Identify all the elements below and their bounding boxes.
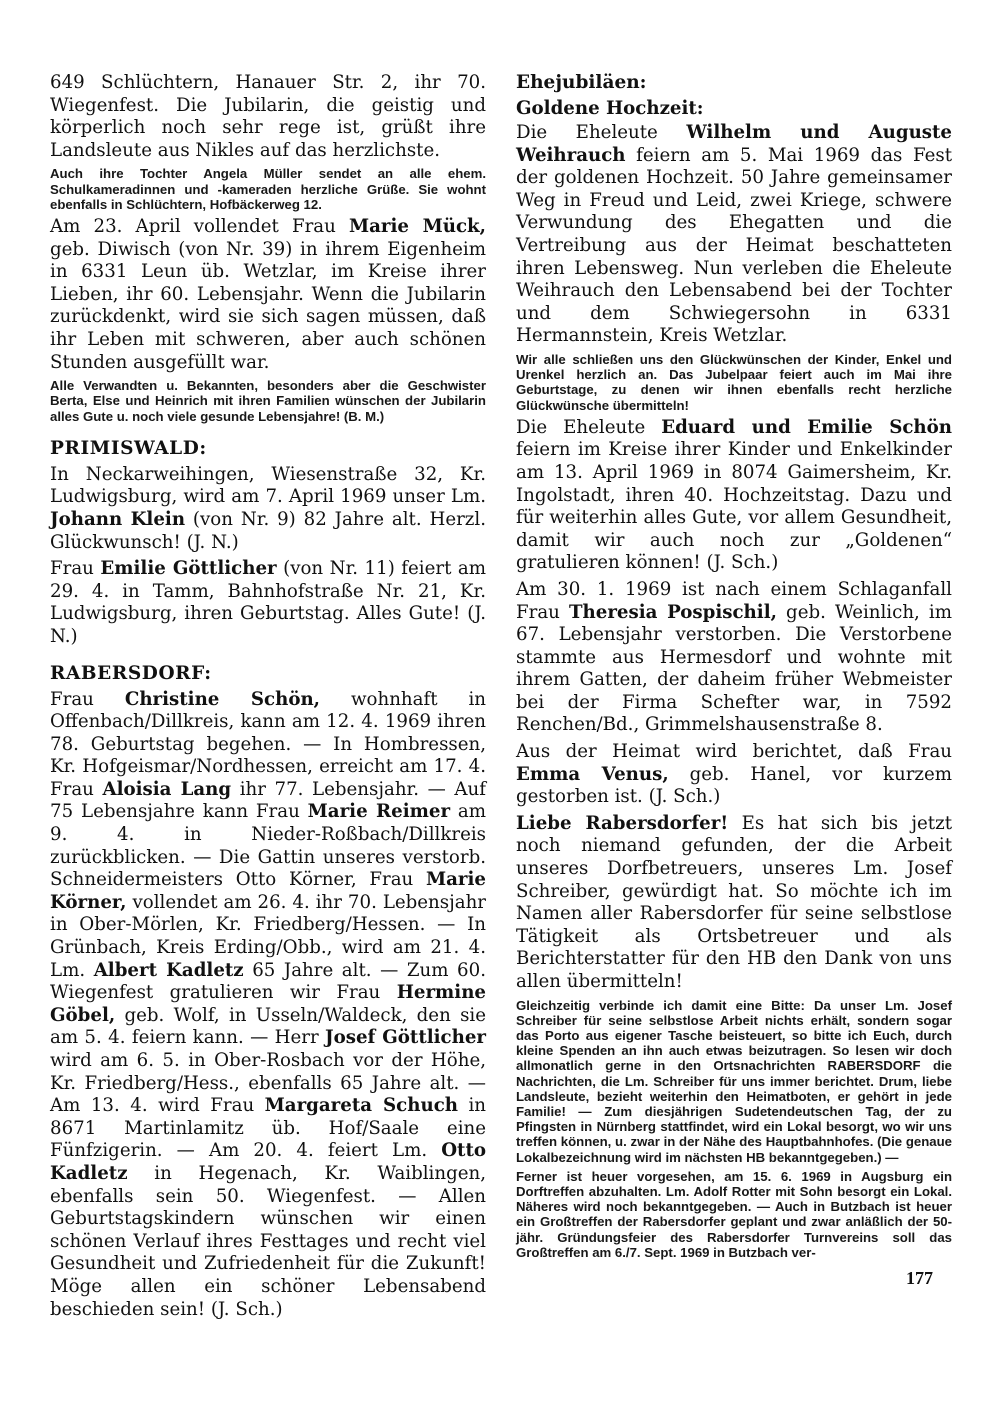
paragraph-liebe-rabersdorfer: Liebe Rabersdorfer! Es hat sich bis jetzt noch niemand gefunden, der die Arbeit unseres Dorfbetreuers, unseres Lm. Josef Schreiber, gewürdigt hat. So möchte ich im Namen aller Rabersdorfer für seine selbstlose Tätigkeit als Ortsbetreuer und als Berichterstatter für den HB den Dank von uns allen übermitteln! [516,812,953,992]
paragraph-pospischil-obituary: Am 30. 1. 1969 ist nach einem Schlaganfall Frau Theresia Pospischil, geb. Weinlich, im 67. Lebensjahr verstorben. Die Verstorbene stammte aus Hermesdorf und wohnte mit ihrem Gatten, der daheim früher Webmeister bei der Firma Schefter war, in 7592 Renchen/Bd., Grimmelshausenstraße 8. [516,578,952,736]
section-heading-primiswald: PRIMISWALD: [50,437,207,459]
paragraph-venus-obituary: Aus der Heimat wird berichtet, daß Frau Emma Venus, geb. Hanel, vor kurzem gestorben ist. (J. Sch.) [516,741,952,808]
paragraph-schoen-anniversary: Die Eheleute Eduard und Emilie Schön feiern im Kreise ihrer Kinder und Enkelkinder am 13. April 1969 in 8074 Gaimersheim, Kr. Ingolstadt, ihren 40. Hochzeitstag. Dazu und für weiterhin alles Gute, vor allem Gesundheit, damit wir auch noch zur „Goldenen“ gratulieren können! (J. Sch.) [516,416,953,574]
note-relatives-greetings: Alle Verwandten u. Bekannten, besonders aber die Geschwister Berta, Else und Heinrich mit ihren Familien wünschen der Jubilarin alles Gute u. noch viele gesunde Lebensjahre! (B. M.) [50,378,486,424]
note-congratulations-weihrauch: Wir alle schließen uns den Glückwünschen der Kinder, Enkel und Urenkel herzlich an. Das Jubelpaar feiert auch im Mai ihre Geburtstage, zu denen wir ihnen ebenfalls recht herzliche Glückwünsche übermitteln! [516,351,952,413]
page-number: 177 [906,1268,933,1288]
subheading-goldene-hochzeit: Goldene Hochzeit: [516,98,704,119]
paragraph-rabersdorf-birthdays: Frau Christine Schön, wohnhaft in Offenbach/Dillkreis, kann am 12. 4. 1969 ihren 78. Geburtstag begehen. — In Hombressen, Kr. Hofgeismar/Nordhessen, erreicht am 17. 4. Frau Aloisia Lang ihr 77. Lebensjahr. — Auf 75 Lebensjahre kann Frau Marie Reimer am 9. 4. in Nieder-Roßbach/Dillkreis zurückblicken. — Die Gattin unseres verstorb. Schneidermeisters Otto Körner, Frau Marie Körner, vollendet am 26. 4. ihr 70. Lebensjahr in Ober-Mörlen, Kr. Friedberg/Hessen. — In Grünbach, Kreis Erding/Obb., wird am 21. 4. Lm. Albert Kadletz 65 Jahre alt. — Zum 60. Wiegenfest gratulieren wir Frau Hermine Göbel, geb. Wolf, in Usseln/Waldeck, den sie am 5. 4. feiern kann. — Herr Josef Göttlicher wird am 6. 5. in Ober-Rosbach vor der Höhe, Kr. Friedberg/Hess., ebenfalls 65 Jahre alt. — Am 13. 4. wird Frau Margareta Schuch in 8671 Martinlamitz üb. Hof/Saale eine Fünfzigerin. — Am 20. 4. feiert Lm. Otto Kadletz in Hegenach, Kr. Waiblingen, ebenfalls sein 50. Wiegenfest. — Allen Geburtstagskindern wünschen wir einen schönen Verlauf ihres Festtages und recht viel Gesundheit und Zufriedenheit für die Zukunft! Möge allen ein schöner Lebensabend beschieden sein! (J. Sch.) [50,688,487,1320]
paragraph-weihrauch-golden-wedding: Die Eheleute Wilhelm und Auguste Weihrauch feiern am 5. Mai 1969 das Fest der goldenen Hochzeit. 50 Jahre gemeinsamer Weg in Freud und Leid, zwei Kriege, schwere Verwundung des Ehegatten und die Vertreibung aus der Heimat beschatteten ihren Lebensweg. Nun verleben die Eheleute Weihrauch den Lebensabend bei der Tochter und dem Schwiegersohn in 6331 Hermannstein, Kreis Wetzlar. [516,122,952,347]
paragraph-nikles-birthday: 649 Schlüchtern, Hanauer Str. 2, ihr 70. Wiegenfest. Die Jubilarin, die geistig und körperlich noch sehr rege ist, grüßt ihre Landsleute aus Nikles auf das herzlichste. [50,72,486,161]
note-village-meeting: Ferner ist heuer vorgesehen, am 15. 6. 1969 in Augsburg ein Dorftreffen abzuhalten. Lm. Adolf Rotter mit Sohn besorgt ein Lokal. Näheres wird noch bekanntgegeben. — Auch in Butzbach ist heuer ein Großtreffen der Rabersdorfer geplant und zwar anläßlich der 50-jähr. Gründungsfeier des Rabersdorfer Turnvereins soll das Großtreffen am 6./7. Sept. 1969 in Butzbach ver- [516,1168,952,1260]
left-column [50,72,486,1325]
right-column [516,72,952,1264]
note-request-donations: Gleichzeitig verbinde ich damit eine Bitte: Da unser Lm. Josef Schreiber für seine selbstlose Arbeit nichts erhält, sondern sogar das Porto aus eigener Tasche beisteuert, so bitte ich Euch, durch kleine Spenden an ihn auch etwas beizutragen. So lesen wir doch allmonatlich gerne in den Ortsnachrichten RABERSDORF die Nachrichten, die Lm. Schreiber für uns immer berichtet. Drum, liebe Landsleute, bezieht weiterhin den Heimatboten, er gehört in jede Familie! — Zum diesjährigen Sudetendeutschen Tag, der zu Pfingsten in Nürnberg stattfindet, wird ein Lokal besorgt, wo wir uns treffen können, u. zwar in der Nähe des Hauptbahnhofes. (Die genaue Lokalbezeichnung wird im nächsten HB bekanntgegeben.) — [516,997,952,1165]
section-heading-rabersdorf: RABERSDORF: [50,662,212,684]
paragraph-johann-klein: In Neckarweihingen, Wiesenstraße 32, Kr. Ludwigsburg, wird am 7. April 1969 unser Lm. Johann Klein (von Nr. 9) 82 Jahre alt. Herzl. Glückwunsch! (J. N.) [50,463,486,553]
note-angela-mueller: Auch ihre Tochter Angela Müller sendet an alle ehem. Schulkameradinnen und -kameraden herzliche Grüße. Sie wohnt ebenfalls in Schlüchtern, Hofbäckerweg 12. [50,166,486,212]
paragraph-emilie-goettlicher: Frau Emilie Göttlicher (von Nr. 11) feiert am 29. 4. in Tamm, Bahnhofstraße Nr. 21, Kr. Ludwigsburg, ihren Geburtstag. Alles Gute! (J. N.) [50,558,486,647]
paragraph-marie-mueck: Am 23. April vollendet Frau Marie Mück, geb. Diwisch (von Nr. 39) in ihrem Eigenheim in 6331 Leun üb. Wetzlar, im Kreise ihrer Lieben, ihr 60. Lebensjahr. Wenn die Jubilarin zurückdenkt, wird sie sich sagen müssen, daß ihr Leben mit schweren, aber auch schönen Stunden ausgefüllt war. [50,215,486,373]
section-heading-ehejubilaeen: Ehejubiläen: [516,72,647,93]
